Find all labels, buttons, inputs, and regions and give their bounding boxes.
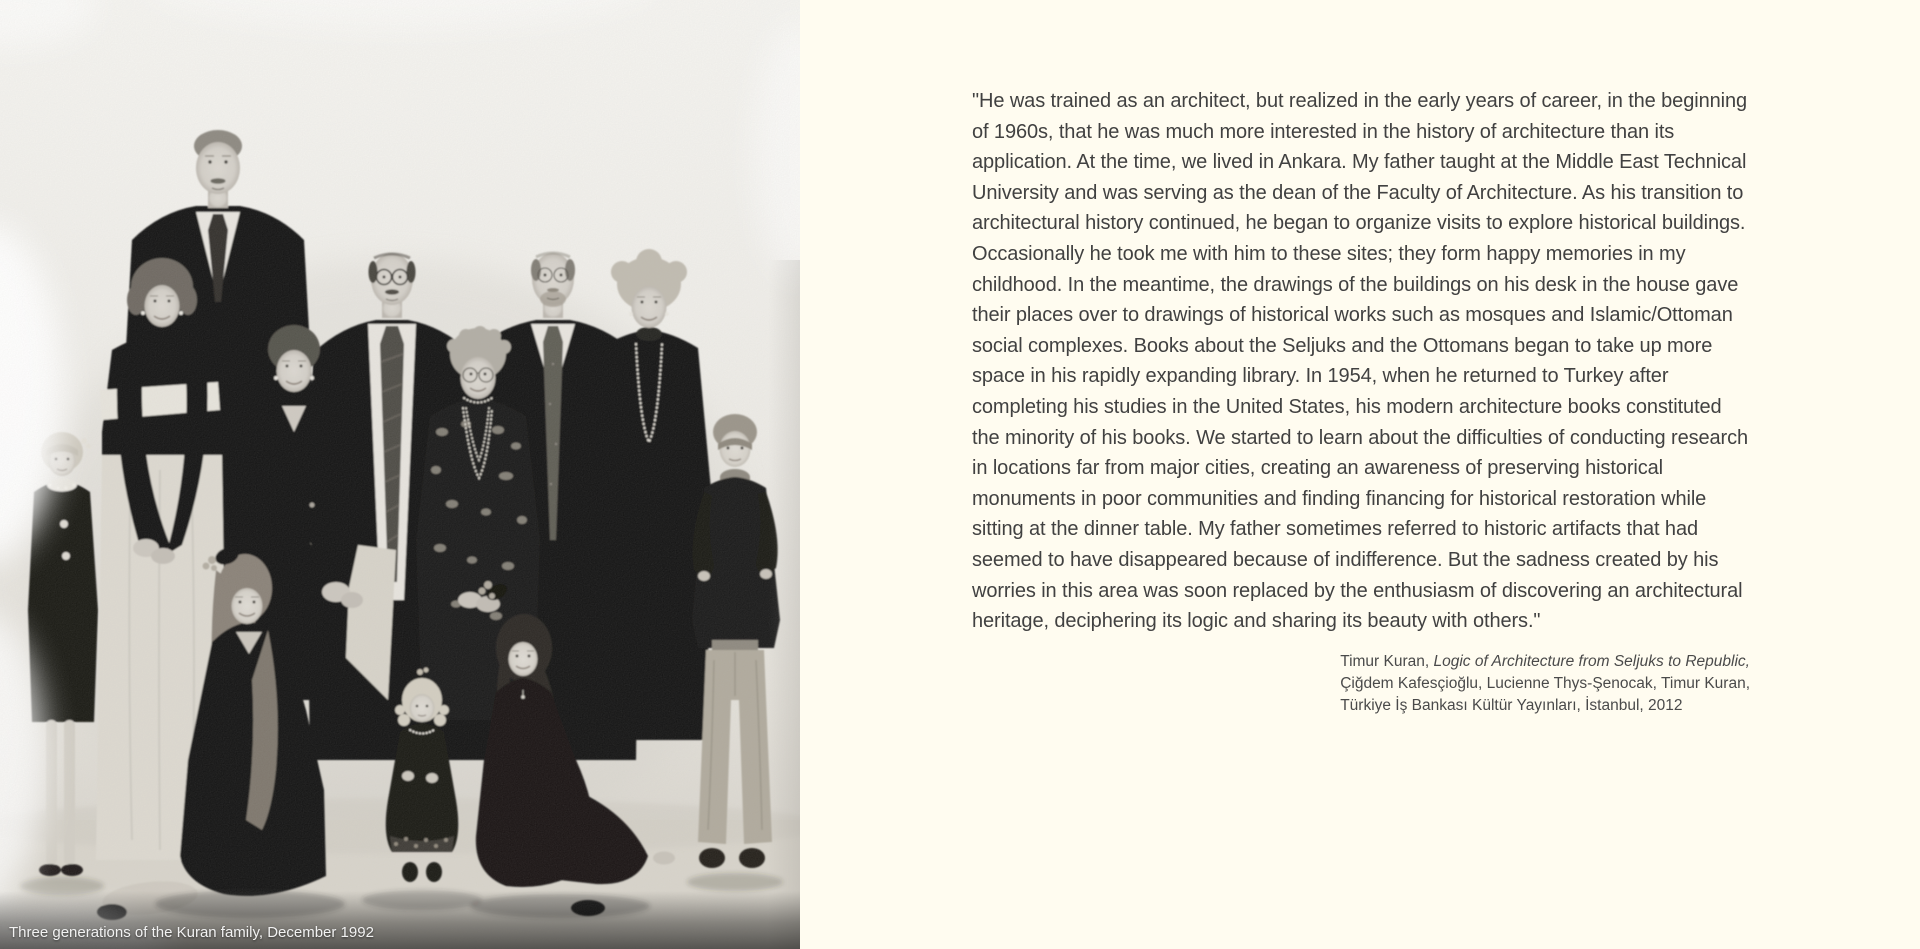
quote-text: "He was trained as an architect, but realized in the early years of career, in the beginning of 1960s, that he was much more interested in the history of architecture than its application. At the time, we lived in Ankara. My father taught at the Middle East Technical University and was serving as the dean of the Faculty of Architecture. As his transition to architectural history continued, he began to organize visits to explore historical buildings. Occasionally he took me with him to these sites; they form happy memories in my childhood. In the meantime, the drawings of the buildings on his desk in the house gave their places over to drawings of historical works such as mosques and Islamic/Ottoman social complexes. Books about the Seljuks and the Ottomans began to take up more space in his rapidly expanding library. In 1954, when he returned to Turkey after completing his studies in the United States, his modern architecture books constituted the minority of his books. We started to learn about the difficulties of conducting research in locations far from major cities, creating an awareness of preserving historical monuments in poor communities and finding financing for historical restoration while sitting at the dinner table. My father sometimes referred to historic artifacts that had seemed to have disappeared because of indifference. But the sadness created by his worries in this area was soon replaced by the enthusiasm of discovering an architectural heritage, deciphering its logic and sharing its beauty with others." — [972, 90, 1749, 633]
attribution-book-title: Logic of Architecture from Seljuks to Republic, — [1433, 652, 1750, 670]
attribution-line-1 — [1340, 651, 1750, 673]
film-grain — [0, 0, 800, 949]
family-photo — [0, 0, 800, 949]
attribution — [1340, 651, 1750, 718]
attribution-line-3: Türkiye İş Bankası Kültür Yayınları, İstanbul, 2012 — [1340, 697, 1683, 715]
photo-caption: Three generations of the Kuran family, December 1992 — [9, 924, 374, 941]
photo-caption-bar — [0, 891, 800, 949]
quote-panel — [972, 86, 1750, 718]
family-photo-graphic — [0, 0, 800, 949]
attribution-author: Timur Kuran, — [1340, 652, 1434, 670]
attribution-line-2: Çiğdem Kafesçioğlu, Lucienne Thys-Şenocak, Timur Kuran, — [1340, 674, 1750, 692]
